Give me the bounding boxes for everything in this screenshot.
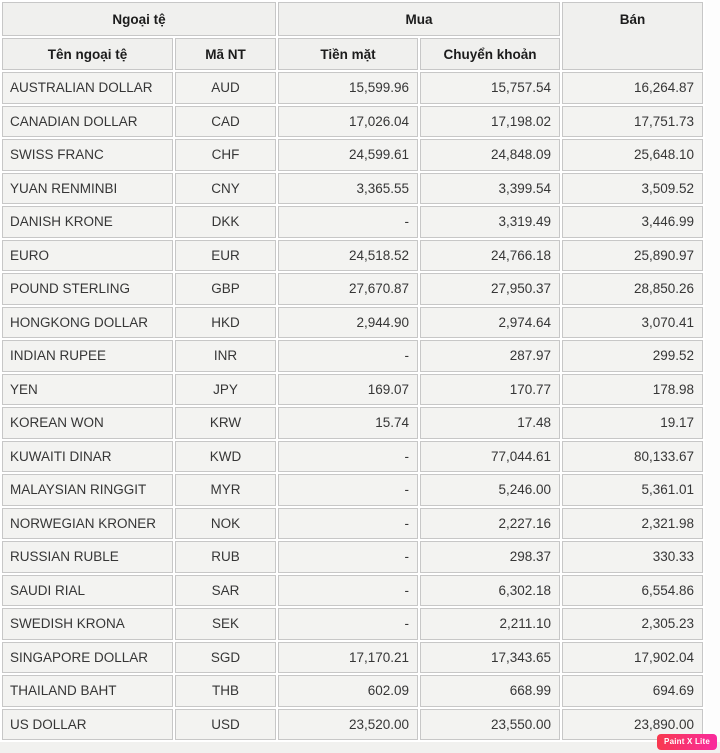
buy-cash-rate-cell: - (278, 474, 418, 506)
currency-code-cell: KWD (175, 441, 276, 473)
currency-name-cell: NORWEGIAN KRONER (2, 508, 173, 540)
buy-transfer-rate-cell: 27,950.37 (420, 273, 560, 305)
buy-cash-rate-cell: 2,944.90 (278, 307, 418, 339)
currency-rate-row (2, 575, 703, 607)
currency-name-cell: SWISS FRANC (2, 139, 173, 171)
buy-transfer-rate-cell: 24,766.18 (420, 240, 560, 272)
header-group-buy: Mua (278, 2, 560, 36)
currency-rate-row (2, 139, 703, 171)
currency-rate-row (2, 374, 703, 406)
currency-rate-row (2, 474, 703, 506)
buy-transfer-rate-cell: 3,399.54 (420, 173, 560, 205)
currency-code-cell: EUR (175, 240, 276, 272)
page-bottom-strip (0, 742, 720, 753)
buy-cash-rate-cell: 3,365.55 (278, 173, 418, 205)
currency-name-cell: RUSSIAN RUBLE (2, 541, 173, 573)
buy-cash-rate-cell: - (278, 206, 418, 238)
buy-cash-rate-cell: - (278, 508, 418, 540)
currency-code-cell: NOK (175, 508, 276, 540)
buy-cash-rate-cell: 602.09 (278, 675, 418, 707)
sell-rate-cell: 80,133.67 (562, 441, 703, 473)
currency-rate-row (2, 307, 703, 339)
sell-rate-cell: 330.33 (562, 541, 703, 573)
buy-cash-rate-cell: - (278, 541, 418, 573)
sell-rate-cell: 16,264.87 (562, 72, 703, 104)
currency-name-cell: SWEDISH KRONA (2, 608, 173, 640)
sell-rate-cell: 2,321.98 (562, 508, 703, 540)
currency-code-cell: MYR (175, 474, 276, 506)
currency-code-cell: CHF (175, 139, 276, 171)
buy-transfer-rate-cell: 668.99 (420, 675, 560, 707)
sell-rate-cell: 2,305.23 (562, 608, 703, 640)
currency-code-cell: SGD (175, 642, 276, 674)
currency-rate-row (2, 709, 703, 741)
sell-rate-cell: 17,751.73 (562, 106, 703, 138)
buy-cash-rate-cell: 15.74 (278, 407, 418, 439)
currency-code-cell: THB (175, 675, 276, 707)
sell-rate-cell: 3,509.52 (562, 173, 703, 205)
currency-name-cell: YEN (2, 374, 173, 406)
header-col-currency-name: Tên ngoại tệ (2, 38, 173, 70)
currency-name-cell: SAUDI RIAL (2, 575, 173, 607)
buy-transfer-rate-cell: 298.37 (420, 541, 560, 573)
buy-cash-rate-cell: - (278, 340, 418, 372)
sell-rate-cell: 6,554.86 (562, 575, 703, 607)
sell-rate-cell: 19.17 (562, 407, 703, 439)
buy-transfer-rate-cell: 287.97 (420, 340, 560, 372)
buy-transfer-rate-cell: 77,044.61 (420, 441, 560, 473)
currency-name-cell: DANISH KRONE (2, 206, 173, 238)
buy-transfer-rate-cell: 17,343.65 (420, 642, 560, 674)
currency-rate-row (2, 72, 703, 104)
buy-transfer-rate-cell: 17.48 (420, 407, 560, 439)
header-group-row (2, 2, 703, 36)
buy-cash-rate-cell: 27,670.87 (278, 273, 418, 305)
currency-rate-row (2, 642, 703, 674)
currency-name-cell: POUND STERLING (2, 273, 173, 305)
buy-cash-rate-cell: 15,599.96 (278, 72, 418, 104)
currency-code-cell: GBP (175, 273, 276, 305)
buy-transfer-rate-cell: 5,246.00 (420, 474, 560, 506)
header-group-sell: Bán (562, 2, 703, 70)
buy-transfer-rate-cell: 24,848.09 (420, 139, 560, 171)
currency-code-cell: CAD (175, 106, 276, 138)
buy-transfer-rate-cell: 2,974.64 (420, 307, 560, 339)
currency-code-cell: HKD (175, 307, 276, 339)
currency-code-cell: USD (175, 709, 276, 741)
currency-name-cell: SINGAPORE DOLLAR (2, 642, 173, 674)
currency-name-cell: EURO (2, 240, 173, 272)
sell-rate-cell: 3,446.99 (562, 206, 703, 238)
sell-rate-cell: 5,361.01 (562, 474, 703, 506)
currency-code-cell: JPY (175, 374, 276, 406)
currency-rate-row (2, 173, 703, 205)
buy-cash-rate-cell: - (278, 441, 418, 473)
buy-transfer-rate-cell: 6,302.18 (420, 575, 560, 607)
buy-transfer-rate-cell: 15,757.54 (420, 72, 560, 104)
paintx-lite-watermark-badge: Paint X Lite (657, 734, 717, 750)
currency-rate-row (2, 441, 703, 473)
currency-name-cell: AUSTRALIAN DOLLAR (2, 72, 173, 104)
currency-code-cell: AUD (175, 72, 276, 104)
currency-name-cell: CANADIAN DOLLAR (2, 106, 173, 138)
sell-rate-cell: 299.52 (562, 340, 703, 372)
currency-code-cell: KRW (175, 407, 276, 439)
buy-cash-rate-cell: 24,599.61 (278, 139, 418, 171)
sell-rate-cell: 23,890.00 (562, 709, 703, 741)
currency-rate-row (2, 407, 703, 439)
currency-code-cell: SAR (175, 575, 276, 607)
currency-name-cell: INDIAN RUPEE (2, 340, 173, 372)
buy-cash-rate-cell: 169.07 (278, 374, 418, 406)
currency-name-cell: HONGKONG DOLLAR (2, 307, 173, 339)
currency-name-cell: MALAYSIAN RINGGIT (2, 474, 173, 506)
buy-transfer-rate-cell: 2,227.16 (420, 508, 560, 540)
currency-rate-row (2, 675, 703, 707)
header-col-currency-code: Mã NT (175, 38, 276, 70)
currency-name-cell: THAILAND BAHT (2, 675, 173, 707)
currency-code-cell: RUB (175, 541, 276, 573)
buy-cash-rate-cell: - (278, 575, 418, 607)
header-group-currency: Ngoại tệ (2, 2, 276, 36)
sell-rate-cell: 3,070.41 (562, 307, 703, 339)
sell-rate-cell: 694.69 (562, 675, 703, 707)
header-col-buy-cash: Tiền mặt (278, 38, 418, 70)
currency-rate-row (2, 106, 703, 138)
currency-code-cell: CNY (175, 173, 276, 205)
currency-rate-row (2, 206, 703, 238)
currency-rate-row (2, 608, 703, 640)
buy-cash-rate-cell: 24,518.52 (278, 240, 418, 272)
buy-cash-rate-cell: 17,026.04 (278, 106, 418, 138)
buy-transfer-rate-cell: 170.77 (420, 374, 560, 406)
buy-cash-rate-cell: - (278, 608, 418, 640)
currency-rate-row (2, 273, 703, 305)
sell-rate-cell: 28,850.26 (562, 273, 703, 305)
buy-transfer-rate-cell: 23,550.00 (420, 709, 560, 741)
currency-rate-row (2, 240, 703, 272)
currency-rate-row (2, 340, 703, 372)
buy-transfer-rate-cell: 3,319.49 (420, 206, 560, 238)
sell-rate-cell: 25,648.10 (562, 139, 703, 171)
header-col-buy-transfer: Chuyển khoản (420, 38, 560, 70)
currency-code-cell: INR (175, 340, 276, 372)
currency-code-cell: DKK (175, 206, 276, 238)
currency-rate-row (2, 541, 703, 573)
sell-rate-cell: 178.98 (562, 374, 703, 406)
currency-rate-row (2, 508, 703, 540)
sell-rate-cell: 25,890.97 (562, 240, 703, 272)
sell-rate-cell: 17,902.04 (562, 642, 703, 674)
currency-name-cell: US DOLLAR (2, 709, 173, 741)
currency-name-cell: KUWAITI DINAR (2, 441, 173, 473)
currency-name-cell: YUAN RENMINBI (2, 173, 173, 205)
currency-code-cell: SEK (175, 608, 276, 640)
buy-transfer-rate-cell: 17,198.02 (420, 106, 560, 138)
buy-cash-rate-cell: 17,170.21 (278, 642, 418, 674)
buy-cash-rate-cell: 23,520.00 (278, 709, 418, 741)
currency-name-cell: KOREAN WON (2, 407, 173, 439)
buy-transfer-rate-cell: 2,211.10 (420, 608, 560, 640)
